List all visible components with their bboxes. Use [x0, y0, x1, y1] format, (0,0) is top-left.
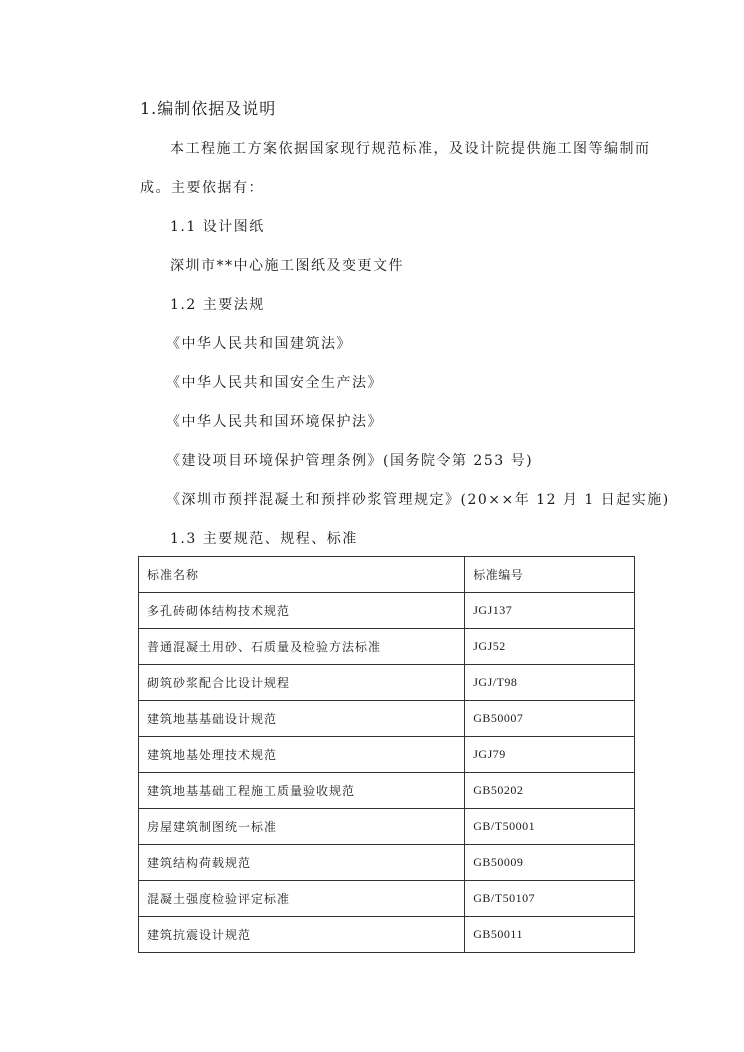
table-header-row	[139, 557, 635, 593]
header-cell-code: 标准编号	[465, 557, 635, 593]
standard-name-cell: 建筑抗震设计规范	[139, 917, 465, 953]
law-item: 《中华人民共和国建筑法》	[166, 336, 352, 352]
intro-line-2: 成。主要依据有：	[140, 180, 264, 196]
law-item: 《中华人民共和国安全生产法》	[166, 375, 383, 391]
table-row	[139, 665, 635, 701]
table-row	[139, 773, 635, 809]
law-item: 《中华人民共和国环境保护法》	[166, 414, 383, 430]
standard-name-cell: 建筑地基基础工程施工质量验收规范	[139, 773, 465, 809]
law-item: 《建设项目环境保护管理条例》(国务院令第 253 号)	[166, 453, 534, 469]
table-row	[139, 881, 635, 917]
standard-code-cell: GB50202	[465, 773, 635, 809]
standard-code-cell: JGJ79	[465, 737, 635, 773]
standard-name-cell: 多孔砖砌体结构技术规范	[139, 593, 465, 629]
standard-name-cell: 建筑地基基础设计规范	[139, 701, 465, 737]
table-row	[139, 737, 635, 773]
table-row	[139, 917, 635, 953]
standards-table	[138, 556, 635, 953]
subsection-title-design-drawings: 1.1 设计图纸	[170, 219, 265, 235]
standard-code-cell: GB50009	[465, 845, 635, 881]
table-row	[139, 845, 635, 881]
standard-name-cell: 建筑地基处理技术规范	[139, 737, 465, 773]
standard-code-cell: JGJ137	[465, 593, 635, 629]
table-row	[139, 593, 635, 629]
design-drawings-text: 深圳市**中心施工图纸及变更文件	[170, 258, 404, 274]
intro-line-1: 本工程施工方案依据国家现行规范标准，及设计院提供施工图等编制而	[170, 141, 651, 157]
standard-name-cell: 建筑结构荷载规范	[139, 845, 465, 881]
table-row	[139, 809, 635, 845]
table-row	[139, 629, 635, 665]
standard-name-cell: 砌筑砂浆配合比设计规程	[139, 665, 465, 701]
standard-name-cell: 房屋建筑制图统一标准	[139, 809, 465, 845]
law-item: 《深圳市预拌混凝土和预拌砂浆管理规定》(20××年 12 月 1 日起实施)	[166, 492, 670, 508]
subsection-title-regulations: 1.2 主要法规	[170, 297, 265, 313]
standard-code-cell: JGJ/T98	[465, 665, 635, 701]
standard-code-cell: GB50007	[465, 701, 635, 737]
standard-code-cell: GB50011	[465, 917, 635, 953]
standard-code-cell: JGJ52	[465, 629, 635, 665]
standard-code-cell: GB/T50107	[465, 881, 635, 917]
standard-code-cell: GB/T50001	[465, 809, 635, 845]
standard-name-cell: 混凝土强度检验评定标准	[139, 881, 465, 917]
subsection-title-standards: 1.3 主要规范、规程、标准	[170, 531, 358, 547]
header-cell-name: 标准名称	[139, 557, 465, 593]
section-heading: 1.编制依据及说明	[140, 99, 277, 118]
table-row	[139, 701, 635, 737]
standard-name-cell: 普通混凝土用砂、石质量及检验方法标准	[139, 629, 465, 665]
